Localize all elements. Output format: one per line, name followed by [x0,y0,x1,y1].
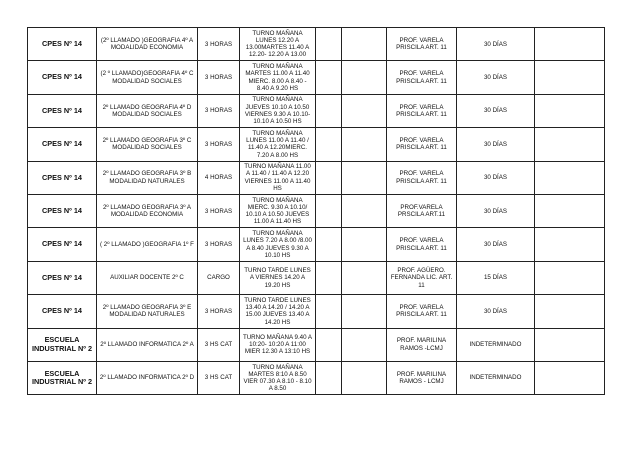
duration-cell: 30 DÍAS [457,295,535,328]
empty-cell [342,61,387,94]
hours-cell: 3 HORAS [198,128,240,161]
empty-cell [342,228,387,261]
schedule-cell: TURNO MAÑANA LUNES 7.20 A 8.00 /8.00 A 8.40 JUEVES 9.30 A 10.10 HS [240,228,316,261]
hours-cell: 3 HORAS [198,61,240,94]
subject-cell: 2º LLAMADO GEOGRAFIA 3º C MODALIDAD SOCIALES [97,128,198,161]
schedule-cell: TURNO MAÑANA 11.00 A 11.40 / 11.40 A 12.20 VIERNES 11.00 A 11.40 HS [240,161,316,194]
subject-cell: ( 2º LLAMADO )GEOGRAFIA 1º F [97,228,198,261]
table-row [28,128,605,161]
table-row [28,228,605,261]
hours-cell: 3 HS CAT [198,361,240,394]
school-cell: CPES Nº 14 [28,61,97,94]
empty-cell [316,161,342,194]
empty-cell [342,161,387,194]
duration-cell: 30 DÍAS [457,228,535,261]
empty-cell [535,361,605,394]
teacher-cell: PROF. MARILINA RAMOS - LCMJ [387,361,457,394]
school-cell: CPES Nº 14 [28,295,97,328]
school-cell: CPES Nº 14 [28,228,97,261]
empty-cell [342,94,387,127]
schedule-cell: TURNO MAÑANA LUNES 11.00 A 11.40 / 11.40 A 12.20MIERC. 7.20 A 8.00 HS [240,128,316,161]
hours-cell: 3 HORAS [198,194,240,227]
duration-cell: 30 DÍAS [457,194,535,227]
hours-cell: 3 HORAS [198,295,240,328]
subject-cell: 2º LLAMADO GEOGRAFIA 4º D MODALIDAD SOCIALES [97,94,198,127]
schedule-cell: TURNO TARDE LUNES 13.40 A 14.20 / 14.20 A 15.00 JUEVES 13.40 A 14.20 HS [240,295,316,328]
school-cell: CPES Nº 14 [28,128,97,161]
schedule-cell: TURNO MAÑANA MARTES 8:10 A 8.50 VIER 07.30 A 8.10 - 8.10 A 8.50 [240,361,316,394]
empty-cell [316,61,342,94]
table-row [28,261,605,294]
table-row [28,328,605,361]
table-row [28,295,605,328]
empty-cell [535,28,605,61]
teacher-cell: PROF. VARELA PRISCILA ART. 11 [387,295,457,328]
empty-cell [535,228,605,261]
teacher-cell: PROF. VARELA PRISCILA ART. 11 [387,94,457,127]
duration-cell: 30 DÍAS [457,161,535,194]
schedule-cell: TURNO MAÑANA MARTES 11.00 A 11.40 MIERC. 8.00 A 8.40 - 8.40 A 9.20 HS [240,61,316,94]
school-cell: CPES Nº 14 [28,161,97,194]
empty-cell [316,228,342,261]
empty-cell [316,261,342,294]
hours-cell: 3 HORAS [198,28,240,61]
empty-cell [342,361,387,394]
empty-cell [316,94,342,127]
empty-cell [535,194,605,227]
empty-cell [535,61,605,94]
teacher-cell: PROF. VARELA PRISCILA ART. 11 [387,128,457,161]
table-row [28,194,605,227]
school-cell: ESCUELA INDUSTRIAL Nº 2 [28,328,97,361]
hours-cell: CARGO [198,261,240,294]
subject-cell: (2 º LLAMADO)GEOGRAFIA 4º C MODALIDAD SOCIALES [97,61,198,94]
empty-cell [316,295,342,328]
empty-cell [316,28,342,61]
empty-cell [535,94,605,127]
schedule-cell: TURNO MAÑANA 9.40 A 10:20- 10:20 A 11:00 MIER 12.30 A 13:10 HS [240,328,316,361]
duration-cell: INDETERMINADO [457,328,535,361]
table-row [28,161,605,194]
table-row [28,361,605,394]
duration-cell: 30 DÍAS [457,128,535,161]
subject-cell: 2º LLAMADO INFORMATICA 2º A [97,328,198,361]
duration-cell: 30 DÍAS [457,61,535,94]
teacher-cell: PROF. VARELA PRISCILA ART. 11 [387,61,457,94]
table-body [28,28,605,395]
empty-cell [535,161,605,194]
teacher-cell: PROF. VARELA PRISCILA ART. 11 [387,28,457,61]
empty-cell [535,128,605,161]
schedule-cell: TURNO MAÑANA JUEVES 10.10 A 10.50 VIERNES 9.30 A 10.10- 10.10 A 10.50 HS [240,94,316,127]
empty-cell [342,261,387,294]
school-cell: CPES Nº 14 [28,28,97,61]
empty-cell [342,328,387,361]
teacher-cell: PROF. VARELA PRISCILA ART. 11 [387,161,457,194]
duration-cell: 15 DÍAS [457,261,535,294]
empty-cell [535,261,605,294]
empty-cell [342,28,387,61]
subject-cell: 2º LLAMADO INFORMATICA 2º D [97,361,198,394]
school-cell: ESCUELA INDUSTRIAL Nº 2 [28,361,97,394]
empty-cell [535,295,605,328]
empty-cell [316,328,342,361]
empty-cell [342,295,387,328]
empty-cell [342,128,387,161]
empty-cell [316,128,342,161]
school-cell: CPES Nº 14 [28,194,97,227]
table-row [28,28,605,61]
subject-cell: 2º LLAMADO GEOGRAFIA 3º B MODALIDAD NATURALES [97,161,198,194]
empty-cell [316,194,342,227]
teacher-cell: PROF. MARILINA RAMOS -LCMJ [387,328,457,361]
hours-cell: 3 HORAS [198,228,240,261]
school-cell: CPES Nº 14 [28,94,97,127]
duration-cell: INDETERMINADO [457,361,535,394]
schedule-cell: TURNO TARDE LUNES A VIERNES 14.20 A 19.20 HS [240,261,316,294]
hours-cell: 4 HORAS [198,161,240,194]
schedule-cell: TURNO MAÑANA LUNES 12.20 A 13.00MARTES 11.40 A 12.20- 12.20 A 13.00 [240,28,316,61]
table-row [28,61,605,94]
empty-cell [535,328,605,361]
schedule-cell: TURNO MAÑANA MIERC. 9.30 A 10.10/ 10.10 A 10.50 JUEVES 11.00 A 11.40 HS [240,194,316,227]
document-sheet [27,27,605,395]
school-cell: CPES Nº 14 [28,261,97,294]
subject-cell: 2º LLAMADO GEOGRAFIA 3º A MODALIDAD ECONOMIA [97,194,198,227]
subject-cell: AUXILIAR DOCENTE 2º C [97,261,198,294]
duration-cell: 30 DÍAS [457,94,535,127]
duration-cell: 30 DÍAS [457,28,535,61]
empty-cell [316,361,342,394]
teacher-cell: PROF. AGÜERO. FERNANDA LIC. ART. 11 [387,261,457,294]
subject-cell: (2º LLAMADO )GEOGRAFIA 4º A MODALIDAD ECONOMIA [97,28,198,61]
empty-cell [342,194,387,227]
teacher-cell: PROF. VARELA PRISCILA ART. 11 [387,228,457,261]
vacancy-table [27,27,605,395]
subject-cell: 2º LLAMADO GEOGRAFIA 3º E MODALIDAD NATURALES [97,295,198,328]
hours-cell: 3 HS CAT [198,328,240,361]
hours-cell: 3 HORAS [198,94,240,127]
table-row [28,94,605,127]
teacher-cell: PROF.VARELA PRSCILA ART.11 [387,194,457,227]
